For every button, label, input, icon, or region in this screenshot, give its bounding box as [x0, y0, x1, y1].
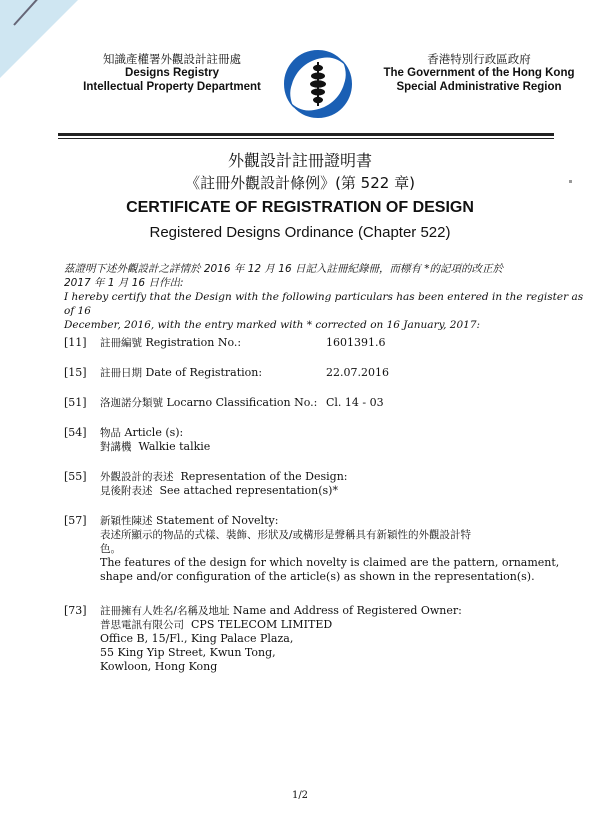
field-label [100, 366, 262, 380]
header-right-zh: 香港特別行政區政府 [427, 52, 531, 66]
hong-kong-ipd-emblem-icon [280, 46, 356, 122]
novelty-en-line-1: The features of the design for which novelty is claimed are the pattern, ornament, [100, 556, 560, 569]
representation-value-zh: 見後附表述 [100, 485, 153, 497]
header-right-en-2: Special Administrative Region [396, 81, 562, 93]
article-value-zh: 對講機 [100, 441, 132, 453]
scan-speck [569, 180, 572, 183]
header-right [372, 52, 586, 94]
novelty-en-line-2: shape and/or configuration of the article(s) as shown in the representation(s). [100, 570, 535, 583]
header-left [74, 52, 270, 94]
header-rule-thick [58, 133, 554, 136]
ordinance-title-en: Registered Designs Ordinance (Chapter 522) [149, 224, 451, 241]
owner-name-zh: 普思電訊有限公司 [100, 619, 184, 631]
field-label [100, 604, 462, 618]
field-label-en: Locarno Classification No.: [166, 396, 318, 409]
certify-en-line-1: I hereby certify that the Design with the following particulars has been entered in the register as of 16 [64, 291, 584, 317]
registration-number: 1601391.6 [326, 336, 386, 349]
field-code: [57] [64, 514, 87, 527]
novelty-zh-line-2: 色。 [100, 543, 121, 555]
owner-address-line-3: Kowloon, Hong Kong [100, 660, 218, 673]
certification-statement [64, 262, 584, 332]
ordinance-title-zh: 《註冊外觀設計條例》(第 522 章) [185, 174, 415, 192]
field-label-en: Representation of the Design: [180, 470, 348, 483]
registration-date: 22.07.2016 [326, 366, 389, 379]
field-label-zh: 註冊日期 [100, 367, 142, 379]
field-label-zh: 外觀設計的表述 [100, 471, 174, 483]
field-label-en: Article (s): [124, 426, 184, 439]
header-rule-thin [58, 138, 554, 139]
field-code: [11] [64, 336, 87, 349]
certify-en-line-2: December, 2016, with the entry marked with * corrected on 16 January, 2017: [64, 319, 481, 331]
field-label-en: Statement of Novelty: [156, 514, 279, 527]
locarno-class: Cl. 14 - 03 [326, 396, 384, 409]
field-label-zh: 物品 [100, 427, 121, 439]
field-label-en: Date of Registration: [145, 366, 263, 379]
owner-name [100, 618, 570, 632]
field-label-zh: 洛迦諾分類號 [100, 397, 163, 409]
certify-zh-line-2: 2017 年 1 月 16 日作出: [64, 277, 184, 289]
article-value-en: Walkie talkie [138, 440, 211, 453]
owner-address-line-2: 55 King Yip Street, Kwun Tong, [100, 646, 276, 659]
field-label [100, 470, 348, 484]
representation-value [100, 484, 570, 498]
field-code: [54] [64, 426, 87, 439]
field-label [100, 336, 241, 350]
corner-fold [0, 0, 78, 78]
field-label [100, 396, 317, 410]
article-value [100, 440, 570, 454]
field-label-zh: 註冊擁有人姓名/名稱及地址 [100, 605, 230, 617]
certificate-title-zh: 外觀設計註冊證明書 [227, 151, 372, 170]
header-left-zh: 知識產權署外觀設計註冊處 [103, 52, 241, 66]
field-code: [51] [64, 396, 87, 409]
field-code: [15] [64, 366, 87, 379]
owner-details [100, 618, 570, 674]
page-number: 1/2 [291, 790, 309, 801]
certificate-title-en: CERTIFICATE OF REGISTRATION OF DESIGN [126, 199, 474, 216]
certify-zh-line-1: 茲證明下述外觀設計之詳情於 2016 年 12 月 16 日記入註冊紀錄冊，而標有 *的記項的改正於 [64, 263, 504, 275]
novelty-zh-line-1: 表述所顯示的物品的式樣、裝飾、形狀及/或構形是聲稱具有新穎性的外觀設計特 [100, 529, 472, 541]
field-code: [55] [64, 470, 87, 483]
header-right-en-1: The Government of the Hong Kong [383, 67, 575, 79]
field-label-zh: 新穎性陳述 [100, 515, 153, 527]
field-label [100, 514, 278, 528]
field-label-en: Registration No.: [145, 336, 242, 349]
representation-value-en: See attached representation(s)* [159, 484, 338, 497]
field-label-en: Name and Address of Registered Owner: [233, 604, 462, 617]
header-left-en-1: Designs Registry [125, 67, 219, 79]
header-left-en-2: Intellectual Property Department [83, 81, 261, 93]
field-label-zh: 註冊編號 [100, 337, 142, 349]
field-code: [73] [64, 604, 87, 617]
novelty-statement [100, 528, 570, 584]
owner-address-line-1: Office B, 15/Fl., King Palace Plaza, [100, 632, 294, 645]
owner-name-en: CPS TELECOM LIMITED [191, 618, 333, 631]
field-label [100, 426, 183, 440]
